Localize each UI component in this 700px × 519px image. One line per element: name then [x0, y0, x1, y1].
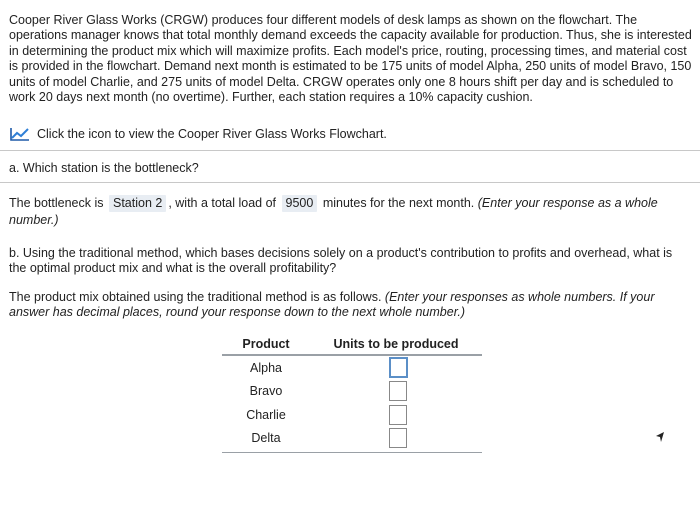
problem-statement: Cooper River Glass Works (CRGW) produces four different models of desk lamps as shown on the flowchart. The operations manager knows that total monthly demand exceeds the capacity available for production. Thus, she is interested in determining the product mix which will maximize profits. Each model's price, routing, processing times, and material cost is provided in the flowchart. Demand next month is estimated to be 175 units of model Alpha, 250 units of model Bravo, 150 units of model Charlie, and 275 units of model Delta. CRGW operates only one 8 hours shift per day and is scheduled to work 20 days next month (no overtime). Further, each station requires a 10% capacity cushion. — [9, 13, 692, 105]
mix-instructions: The product mix obtained using the traditional method is as follows. (Enter your responses as whole numbers. If your answer has decimal places, round your response down to the next whole number.) — [9, 290, 655, 320]
flowchart-link-text[interactable]: Click the icon to view the Cooper River Glass Works Flowchart. — [37, 127, 387, 141]
units-input-alpha[interactable] — [389, 357, 408, 378]
answer-a-hint: (Enter your response as a whole number.) — [9, 196, 658, 227]
question-b: b. Using the traditional method, which bases decisions solely on a product's contribution to profits and overhead, what is the optimal product mix and what is the overall profitability? — [9, 246, 673, 276]
column-header-product: Product — [242, 337, 290, 351]
units-input-charlie[interactable] — [389, 405, 407, 425]
total-load-field[interactable]: 9500 — [282, 195, 318, 212]
divider — [0, 150, 700, 151]
table-header — [222, 334, 482, 356]
table-row — [222, 427, 482, 451]
units-input-bravo[interactable] — [389, 381, 407, 401]
bottleneck-station-field[interactable]: Station 2 — [109, 195, 166, 212]
product-mix-table — [222, 334, 482, 453]
product-name: Delta — [251, 431, 281, 446]
flowchart-link[interactable] — [9, 126, 387, 142]
answer-a: The bottleneck is Station 2 , with a total load of 9500 minutes for the next month. (Enter your response as a whole number.) — [9, 196, 658, 227]
mouse-cursor-icon — [655, 431, 665, 443]
column-header-units: Units to be produced — [333, 337, 459, 351]
divider — [0, 182, 700, 183]
product-name: Alpha — [250, 360, 282, 375]
product-name: Bravo — [249, 384, 283, 399]
units-input-delta[interactable] — [389, 428, 407, 448]
table-row — [222, 380, 482, 404]
product-name: Charlie — [246, 407, 286, 422]
table-bottom-rule — [222, 452, 482, 453]
question-a: a. Which station is the bottleneck? — [9, 161, 199, 175]
chart-icon[interactable] — [9, 126, 31, 142]
table-row — [222, 403, 482, 427]
table-row — [222, 356, 482, 380]
